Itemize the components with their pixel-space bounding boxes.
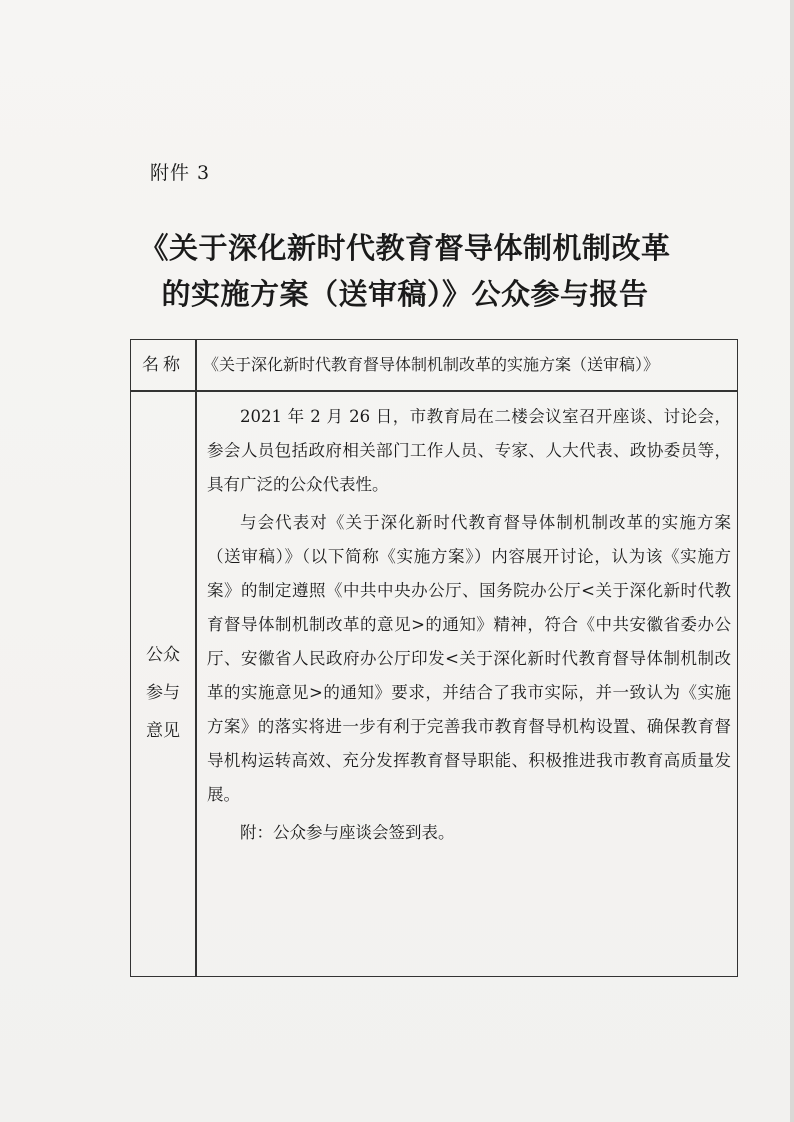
opinion-paragraph: 与会代表对《关于深化新时代教育督导体制机制改革的实施方案（送审稿）》（以下简称《实施方案》）内容展开讨论，认为该《实施方案》的制定遵照《中共中央办公厅、国务院办公厅<关于深化新时代教育督导体制机制改革的意见>的通知》精神，符合《中共安徽省委办公厅、安徽省人民政府办公厅印发<关于深化新时代教育督导体制机制改革的实施意见>的通知》要求，并结合了我市实际，并一致认为《实施方案》的落实将进一步有利于完善我市教育督导机构设置、确保教育督导机构运转高效、充分发挥教育督导职能、积极推进我市教育高质量发展。 — [207, 513, 731, 804]
report-title-line-1: 《关于深化新时代教育督导体制机制改革 — [139, 231, 671, 265]
opinion-paragraph: 附：公众参与座谈会签到表。 — [240, 823, 455, 842]
report-table — [130, 339, 738, 977]
name-label-cell: 名称 — [142, 355, 184, 375]
page-edge-shadow — [790, 0, 794, 1122]
table-row-divider — [131, 390, 737, 392]
attachment-label: 附件 3 — [150, 162, 211, 184]
opinion-label-cell — [131, 636, 195, 750]
name-value-cell: 《关于深化新时代教育督导体制机制改革的实施方案（送审稿）》 — [203, 355, 660, 374]
opinion-content-cell — [207, 400, 731, 854]
table-column-divider — [195, 340, 197, 976]
report-title-line-2: 的实施方案（送审稿）》公众参与报告 — [161, 277, 649, 311]
opinion-label-line: 意见 — [146, 721, 180, 741]
opinion-paragraph: 2021 年 2 月 26 日，市教育局在二楼会议室召开座谈、讨论会，参会人员包括政府相关部门工作人员、专家、人大代表、政协委员等，具有广泛的公众代表性。 — [207, 407, 731, 494]
opinion-label-line: 公众 — [146, 645, 180, 665]
opinion-label-line: 参与 — [146, 683, 180, 703]
